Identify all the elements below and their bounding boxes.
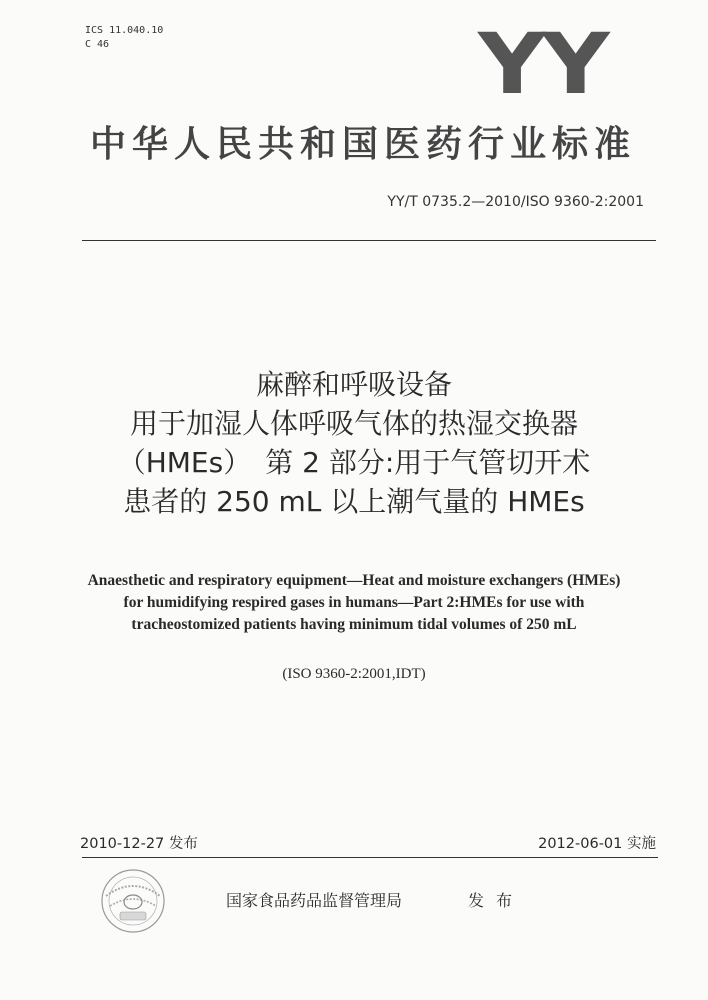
chinese-title-line: 用于加湿人体呼吸气体的热湿交换器	[129, 407, 578, 440]
issue-date: 2010-12-27 发布	[80, 836, 198, 852]
chinese-title-line: 麻醉和呼吸设备	[255, 368, 452, 401]
english-title-line: Anaesthetic and respiratory equipment—Heat and moisture exchangers (HMEs)	[87, 572, 621, 589]
yy-logo: YY	[478, 15, 606, 113]
classification-codes	[85, 24, 163, 52]
ics-code: ICS 11.040.10	[85, 25, 164, 36]
chinese-title-line: 患者的 250 mL 以上潮气量的 HMEs	[123, 485, 585, 518]
iso-identity: (ISO 9360-2:2001,IDT)	[282, 666, 426, 682]
chinese-title	[54, 365, 654, 521]
header-divider	[82, 240, 656, 241]
ccs-code: C 46	[85, 39, 110, 50]
chinese-title-line: （HMEs） 第 2 部分:用于气管切开术	[117, 446, 591, 479]
publish-label: 发布	[468, 891, 525, 910]
effective-date: 2012-06-01 实施	[538, 836, 656, 852]
anti-counterfeit-seal-icon	[98, 866, 168, 936]
issuing-authority: 国家食品药品监督管理局	[226, 891, 403, 910]
english-title	[54, 570, 654, 636]
english-title-line: tracheostomized patients having minimum tidal volumes of 250 mL	[131, 616, 577, 633]
org-title: 中华人民共和国医药行业标准	[90, 124, 637, 165]
footer-divider	[82, 857, 658, 858]
english-title-line: for humidifying respired gases in humans—Part 2:HMEs for use with	[123, 594, 585, 611]
standard-number: YY/T 0735.2—2010/ISO 9360-2:2001	[387, 194, 644, 210]
